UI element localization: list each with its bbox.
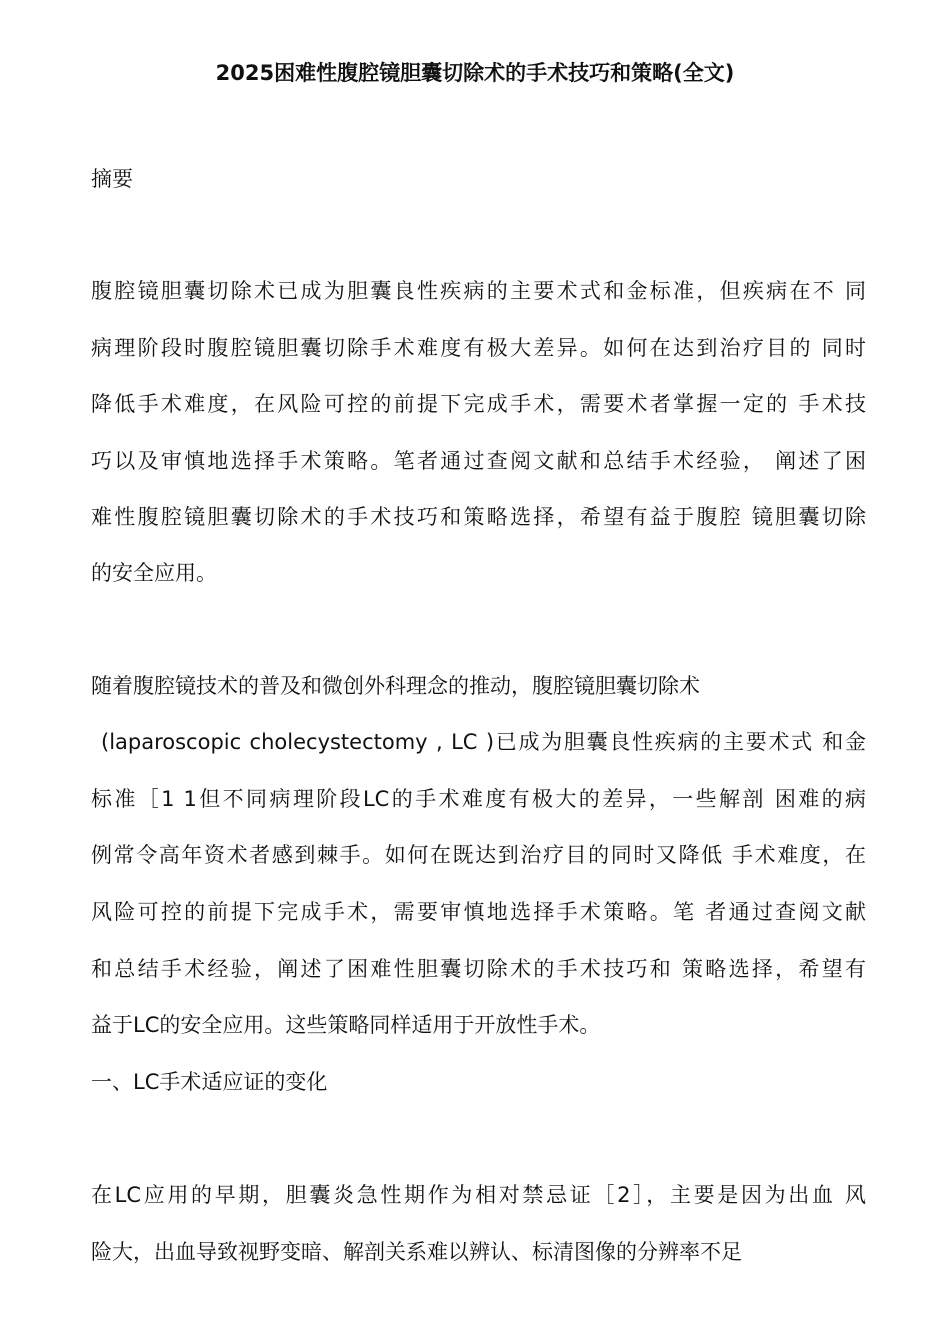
paragraph-line: 腹腔镜胆囊切除术已成为胆囊良性疾病的主要术式和金标准，但疾病在不 同 [91,279,866,303]
document-title: 2025困难性腹腔镜胆囊切除术的手术技巧和策略(全文) [215,61,735,85]
paragraph-line: 例常令高年资术者感到棘手。如何在既达到治疗目的同时又降低 手术难度，在 [91,843,866,867]
paragraph-line: 益于LC的安全应用。这些策略同样适用于开放性手术。 [91,1013,601,1037]
paragraph-line: 和总结手术经验，阐述了困难性胆囊切除术的手术技巧和 策略选择，希望有 [91,957,866,981]
paragraph-line: 病理阶段时腹腔镜胆囊切除手术难度有极大差异。如何在达到治疗目的 同时 [91,336,866,360]
paragraph-line: 标准［1 1但不同病理阶段LC的手术难度有极大的差异，一些解剖 困难的病 [91,787,866,811]
paragraph-line: 随着腹腔镜技术的普及和微创外科理念的推动，腹腔镜胆囊切除术 [91,674,700,698]
paragraph-line: 难性腹腔镜胆囊切除术的手术技巧和策略选择，希望有益于腹腔 镜胆囊切除 [91,505,866,529]
abstract-heading: 摘要 [91,167,133,191]
paragraph-line: 风险可控的前提下完成手术，需要审慎地选择手术策略。笔 者通过查阅文献 [91,900,866,924]
paragraph-line: (laparoscopic cholecystectomy , LC )已成为胆囊良性疾病的主要术式 和金 [101,730,866,754]
paragraph-line: 在LC应用的早期，胆囊炎急性期作为相对禁忌证［2］，主要是因为出血 风 [91,1183,866,1207]
paragraph-line: 巧以及审慎地选择手术策略。笔者通过查阅文献和总结手术经验， 阐述了困 [91,449,866,473]
paragraph-line: 险大，出血导致视野变暗、解剖关系难以辨认、标清图像的分辨率不足 [91,1240,742,1264]
paragraph-line: 的安全应用。 [91,561,217,585]
section-heading: 一、LC手术适应证的变化 [91,1070,328,1094]
paragraph-line: 降低手术难度，在风险可控的前提下完成手术，需要术者掌握一定的 手术技 [91,392,866,416]
